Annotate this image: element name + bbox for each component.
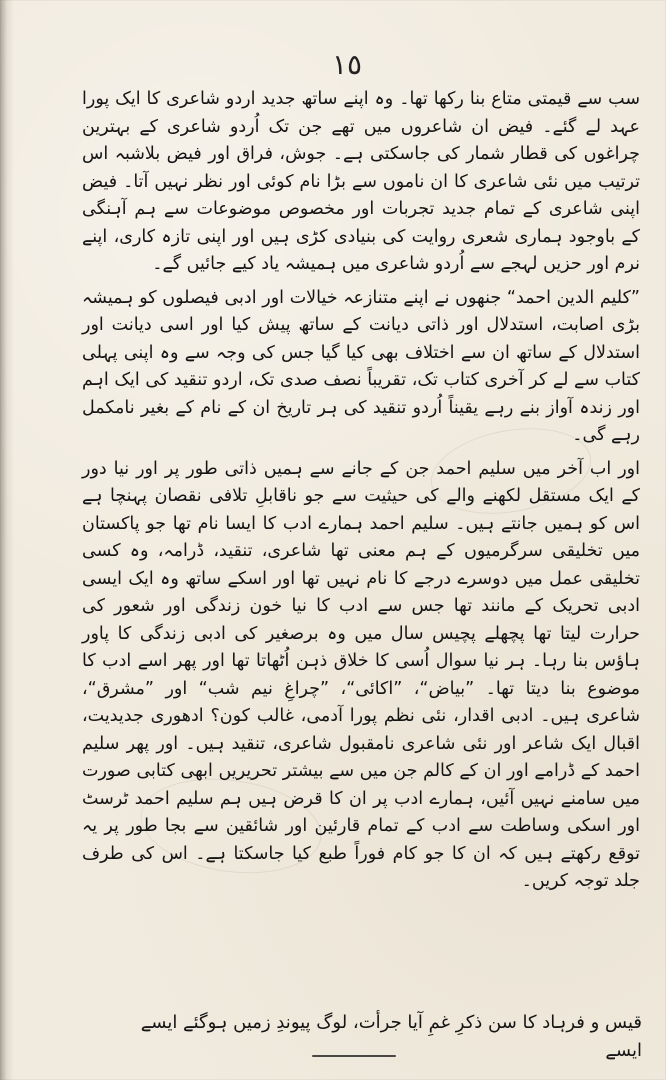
paragraph-saleem-ahmed: اور اب آخر میں سلیم احمد جن کے جانے سے ہمیں ذاتی طور پر اور نیا دور کے ایک مستقل لکھنے والے کی حیثیت سے جو ناقابلِ تلافی نقصان پہنچا ہے اس کو ہمیں جانتے ہیں۔ سلیم احمد ہمارے ادب کا ایسا نام تھا جو پاکستان میں تخلیقی سرگرمیوں کے ہم معنی تھا شاعری، تنقید، ڈرامہ، وہ کسی تخلیقی عمل میں دوسرے درجے کا نام نہیں تھا اور اسکے ساتھ وہ ایک ایسی ادبی تحریک کے مانند تھا جس سے ادب کا نیا خون زندگی اور شعور کی حرارت لیتا تھا پچھلے پچیس سال میں وہ برصغیر کی ادبی زندگی کا پاور ہاؤس بنا رہا۔ ہر نیا سوال اُسی کا خلاق ذہن اُٹھاتا تھا اور پھر اسے ادب کا موضوع بنا دیتا تھا۔ ”بیاض“، ”اکائی“، ”چراغِ نیم شب“ اور ”مشرق“، شاعری ہیں۔ ادبی اقدار، نئی نظم پورا آدمی، غالب کون؟ ادھوری جدیدیت، اقبال ایک شاعر اور نئی شاعری نامقبول شاعری، تنقید ہیں۔ اور پھر سلیم احمد کے ڈرامے اور ان کے کالم جن میں سے بیشتر تحریریں ابھی کتابی صورت میں سامنے نہیں آئیں، ہمارے ادب پر ان کا قرض ہیں ہم سلیم احمد ٹرسٹ اور اسکی وساطت سے ادب کے تمام قارئین اور شائقین سے بجا طور پر یہ توقع رکھتے ہیں کہ ان کا جو کام فوراً طبع کیا جاسکتا ہے۔ اس کی طرف جلد توجہ کریں۔ bbox=[82, 458, 640, 891]
paragraph-kaleem-uddin-ahmed: ”کلیم الدین احمد“ جنھوں نے اپنے متنازعہ خیالات اور ادبی فیصلوں کو ہمیشہ بڑی اصابت، استدلال اور ذاتی دیانت کے ساتھ پیش کیا اور اسی دیانت اور استدلال کے ساتھ ان سے اختلاف بھی کیا گیا جس کی وجہ سے وہ اپنی پہلی کتاب سے لے کر آخری کتاب تک، تقریباً نصف صدی تک، اردو تنقید کی ایک اہم اور زندہ آواز بنے رہے یقیناً اُردو تنقید کی ہر تاریخ ان کے نام کے بغیر نامکمل رہے گی۔ bbox=[82, 287, 640, 445]
underline-mark bbox=[312, 1055, 396, 1057]
page-number: ١٥ bbox=[331, 48, 363, 81]
closing-verse-line: قیس و فرہاد کا سن ذکرِ غمِ آیا جرأت، لوگ پیوندِ زمیں ہوگئے ایسے ایسے bbox=[140, 1012, 642, 1061]
main-text-block bbox=[82, 86, 640, 896]
paragraph-faiz: سب سے قیمتی متاع بنا رکھا تھا۔ وہ اپنے ساتھ جدید اردو شاعری کا ایک پورا عہد لے گئے۔ فیض ان شاعروں میں تھے جن تک اُردو شاعری کے بہترین چراغوں کی قطار شمار کی جاسکتی ہے۔ جوش، فراق اور فیض بلاشبہ اس ترتیب میں نئی شاعری کا ان ناموں سے بڑا نام کوئی اور نظر نہیں آتا۔ فیض اپنی شاعری کے تمام جدید تجربات اور مخصوص موضوعات سے ہم آہنگی کے باوجود ہماری شعری روایت کی بنیادی کڑی ہیں اور اپنی تازہ کاری، اپنے نرم اور حزیں لہجے سے اُردو شاعری میں ہمیشہ یاد کیے جائیں گے۔ bbox=[82, 89, 640, 274]
page-shadow-edge bbox=[0, 0, 14, 1080]
